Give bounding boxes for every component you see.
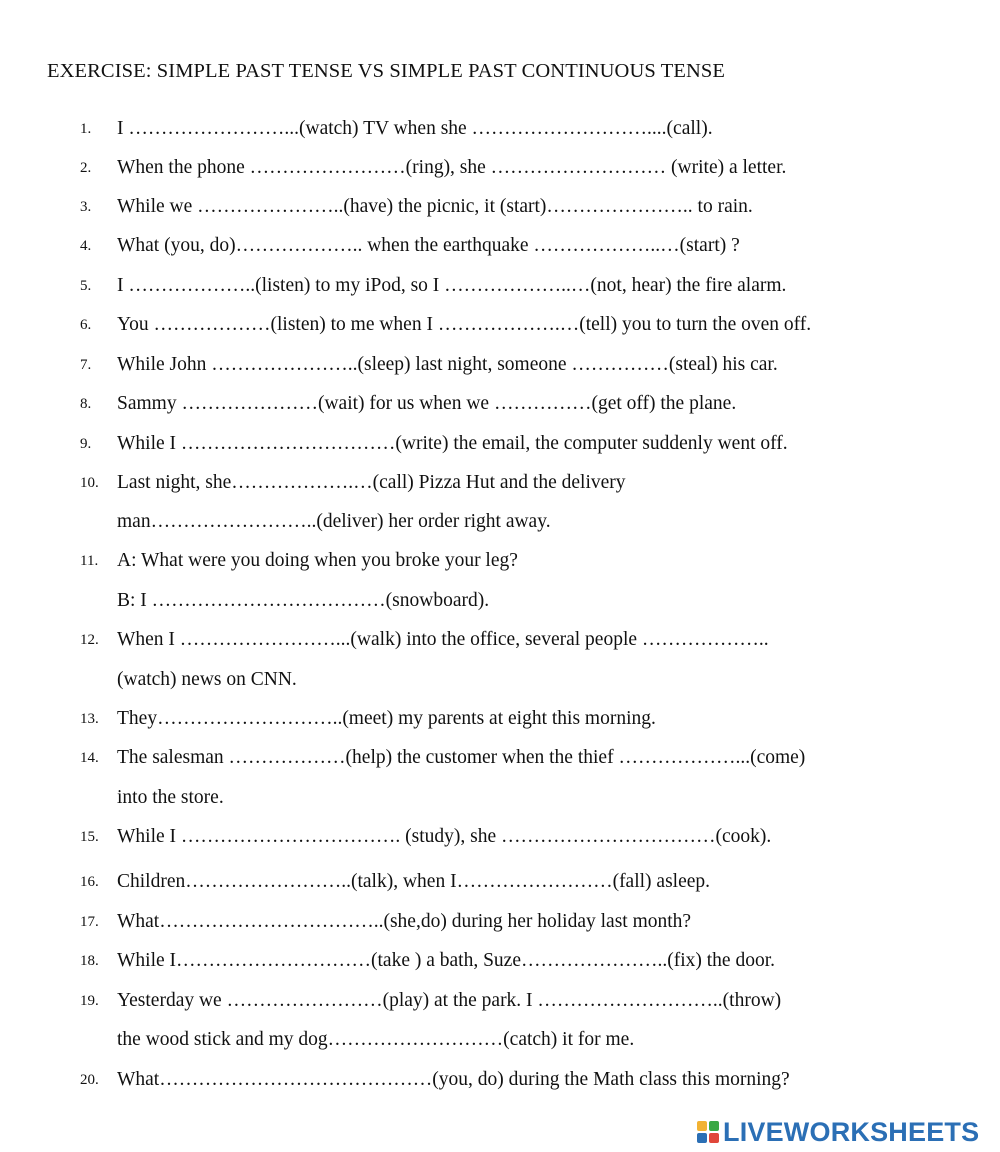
exercise-number: 8. (80, 396, 92, 412)
exercise-line (0, 353, 1000, 377)
exercise-text: The salesman ………………(help) the customer when the thief ………………...(come) (117, 747, 806, 768)
exercise-line (0, 117, 1000, 141)
exercise-number: 5. (80, 278, 92, 294)
exercise-number: 13. (80, 711, 99, 727)
exercise-text: A: What were you doing when you broke your leg? (117, 550, 518, 571)
exercise-text: the wood stick and my dog………………………(catch) it for me. (117, 1029, 635, 1050)
exercise-text: into the store. (117, 787, 224, 808)
exercise-line (0, 707, 1000, 731)
exercise-line (0, 195, 1000, 219)
liveworksheets-logo (697, 1117, 979, 1147)
exercise-text: I ……………………...(watch) TV when she ………………………....(call). (117, 118, 713, 139)
exercise-number: 18. (80, 953, 99, 969)
exercise-text: What……………………………..(she,do) during her holiday last month? (117, 911, 692, 932)
exercise-line (0, 234, 1000, 258)
exercise-line (0, 274, 1000, 298)
exercise-line (0, 156, 1000, 180)
exercise-text: While I…………………………(take ) a bath, Suze…………………..(fix) the door. (117, 950, 776, 971)
exercise-text: I ………………..(listen) to my iPod, so I ………………..…(not, hear) the fire alarm. (117, 275, 787, 296)
exercise-line (0, 510, 1000, 534)
exercise-number: 15. (80, 829, 99, 845)
exercise-text: man……………………..(deliver) her order right away. (117, 511, 551, 532)
exercise-line (0, 589, 1000, 613)
exercise-text: When I ……………………...(walk) into the office, several people ……………….. (117, 629, 769, 650)
exercise-line (0, 949, 1000, 973)
exercise-number: 20. (80, 1072, 99, 1088)
exercise-number: 12. (80, 632, 99, 648)
exercise-number: 17. (80, 914, 99, 930)
exercise-number: 4. (80, 238, 92, 254)
exercise-line (0, 989, 1000, 1013)
exercise-number: 2. (80, 160, 92, 176)
exercise-number: 14. (80, 750, 99, 766)
exercise-text: When the phone ……………………(ring), she ……………………… (write) a letter. (117, 157, 787, 178)
logo-square-4 (709, 1133, 719, 1143)
worksheet-title: EXERCISE: SIMPLE PAST TENSE VS SIMPLE PAST CONTINUOUS TENSE (47, 60, 725, 82)
exercise-text: While I ……………………………. (study), she ……………………………(cook). (117, 826, 772, 847)
exercise-number: 3. (80, 199, 92, 215)
exercise-line (0, 825, 1000, 849)
exercise-text: They………………………..(meet) my parents at eight this morning. (117, 708, 656, 729)
exercise-text: While we …………………..(have) the picnic, it (start)………………….. to rain. (117, 196, 753, 217)
exercise-number: 6. (80, 317, 92, 333)
exercise-number: 1. (80, 121, 92, 137)
exercise-number: 10. (80, 475, 99, 491)
exercise-line (0, 746, 1000, 770)
logo-mark-icon (697, 1121, 719, 1143)
exercise-text: Last night, she……………….…(call) Pizza Hut and the delivery (117, 472, 626, 493)
logo-square-1 (697, 1121, 707, 1131)
exercise-text: What……………………………………(you, do) during the Math class this morning? (117, 1069, 790, 1090)
exercise-number: 11. (80, 553, 99, 569)
exercise-line (0, 1068, 1000, 1092)
exercise-text: While I ……………………………(write) the email, the computer suddenly went off. (117, 433, 788, 454)
exercise-number: 7. (80, 357, 92, 373)
exercise-line (0, 549, 1000, 573)
exercise-line (0, 313, 1000, 337)
exercise-text: (watch) news on CNN. (117, 669, 297, 690)
exercise-text: Yesterday we ……………………(play) at the park. I ………………………..(throw) (117, 990, 782, 1011)
exercise-line (0, 432, 1000, 456)
exercise-line (0, 870, 1000, 894)
exercise-number: 9. (80, 436, 92, 452)
exercise-text: You ………………(listen) to me when I ……………….…(tell) you to turn the oven off. (117, 314, 812, 335)
logo-square-3 (697, 1133, 707, 1143)
exercise-line (0, 1028, 1000, 1052)
exercise-line (0, 392, 1000, 416)
exercise-number: 19. (80, 993, 99, 1009)
exercise-text: While John …………………..(sleep) last night, someone ……………(steal) his car. (117, 354, 778, 375)
exercise-line (0, 786, 1000, 810)
exercise-line (0, 668, 1000, 692)
logo-square-2 (709, 1121, 719, 1131)
exercise-text: Sammy …………………(wait) for us when we ……………(get off) the plane. (117, 393, 737, 414)
exercise-text: What (you, do)……………….. when the earthquake ………………..…(start) ? (117, 235, 740, 256)
exercise-text: B: I ………………………………(snowboard). (117, 590, 490, 611)
exercise-number: 16. (80, 874, 99, 890)
exercise-line (0, 471, 1000, 495)
exercise-line (0, 628, 1000, 652)
exercise-text: Children……………………..(talk), when I……………………(fall) asleep. (117, 871, 711, 892)
exercise-line (0, 910, 1000, 934)
logo-text: LIVEWORKSHEETS (723, 1116, 980, 1147)
